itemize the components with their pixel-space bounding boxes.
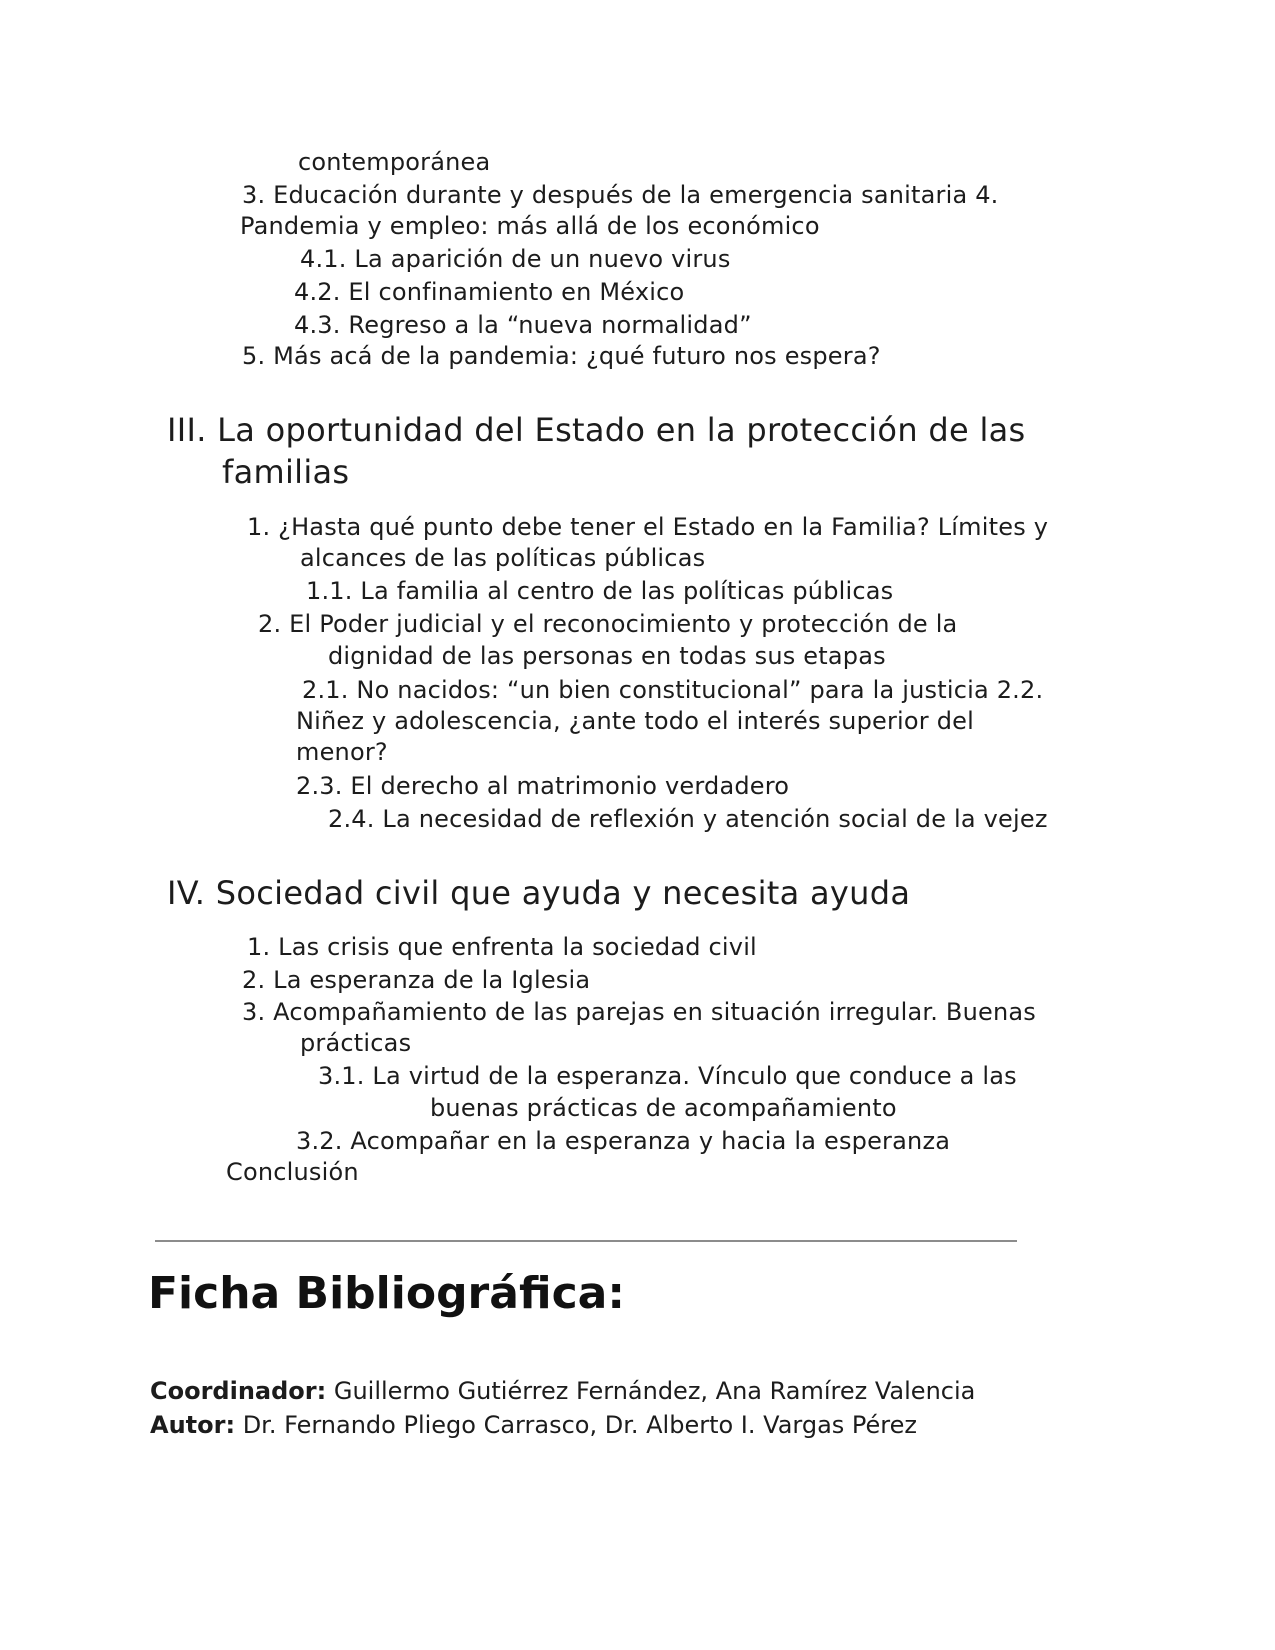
autor-label: Autor:: [150, 1411, 236, 1439]
toc-line: dignidad de las personas en todas sus etapas: [328, 642, 886, 670]
toc-line: Niñez y adolescencia, ¿ante todo el interés superior del: [296, 707, 974, 735]
section-divider: [155, 1240, 1017, 1242]
toc-line: 2.1. No nacidos: “un bien constitucional” para la justicia 2.2.: [302, 676, 1044, 704]
toc-line: 3.1. La virtud de la esperanza. Vínculo que conduce a las: [318, 1062, 1017, 1090]
toc-line: menor?: [296, 738, 388, 766]
toc-line-conclusion: Conclusión: [226, 1158, 359, 1186]
ficha-title: Ficha Bibliográfica:: [148, 1268, 625, 1319]
toc-line: 4.2. El confinamiento en México: [294, 278, 685, 306]
toc-line: 2. El Poder judicial y el reconocimiento y protección de la: [258, 610, 958, 638]
toc-line: contemporánea: [298, 148, 491, 176]
toc-line: alcances de las políticas públicas: [300, 544, 706, 572]
section-heading-iv: IV. Sociedad civil que ayuda y necesita ayuda: [167, 874, 911, 912]
coordinador-line: [150, 1376, 975, 1406]
coordinador-value: Guillermo Gutiérrez Fernández, Ana Ramírez Valencia: [326, 1377, 976, 1405]
toc-line: 4.3. Regreso a la “nueva normalidad”: [294, 311, 752, 339]
toc-line: 2.4. La necesidad de reflexión y atención social de la vejez: [328, 805, 1048, 833]
toc-line: 1.1. La familia al centro de las políticas públicas: [306, 577, 894, 605]
section-heading-iii-cont: familias: [222, 453, 350, 491]
autor-line: [150, 1410, 917, 1440]
toc-line: 1. ¿Hasta qué punto debe tener el Estado en la Familia? Límites y: [247, 513, 1049, 541]
toc-line: prácticas: [300, 1029, 412, 1057]
toc-line: 4.1. La aparición de un nuevo virus: [300, 245, 731, 273]
toc-line: 5. Más acá de la pandemia: ¿qué futuro nos espera?: [242, 342, 881, 370]
section-heading-iii: III. La oportunidad del Estado en la protección de las: [167, 411, 1026, 449]
toc-line: buenas prácticas de acompañamiento: [430, 1094, 897, 1122]
toc-line: 2. La esperanza de la Iglesia: [242, 966, 591, 994]
toc-line: 3. Acompañamiento de las parejas en situación irregular. Buenas: [242, 998, 1036, 1026]
toc-line: Pandemia y empleo: más allá de los económico: [240, 212, 820, 240]
toc-line: 3. Educación durante y después de la emergencia sanitaria 4.: [242, 181, 999, 209]
toc-line: 1. Las crisis que enfrenta la sociedad civil: [247, 933, 757, 961]
toc-line: 2.3. El derecho al matrimonio verdadero: [296, 772, 790, 800]
toc-line: 3.2. Acompañar en la esperanza y hacia la esperanza: [296, 1127, 951, 1155]
coordinador-label: Coordinador:: [150, 1377, 327, 1405]
autor-value: Dr. Fernando Pliego Carrasco, Dr. Alberto I. Vargas Pérez: [235, 1411, 917, 1439]
